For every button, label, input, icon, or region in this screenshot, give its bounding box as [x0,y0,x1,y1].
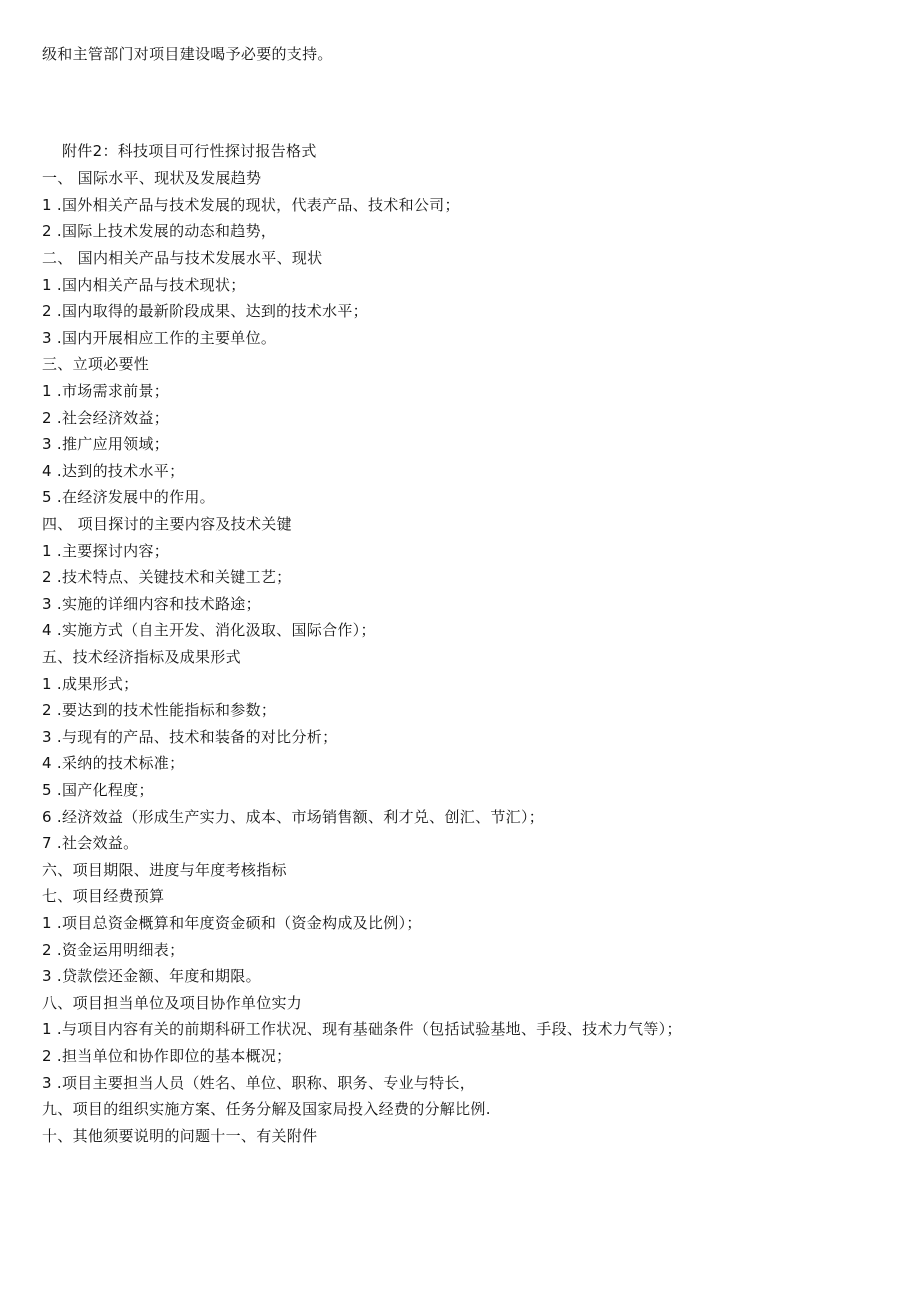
section-heading: 五、技术经济指标及成果形式 [42,648,241,666]
list-item: 2 .资金运用明细表； [42,941,185,959]
list-item: 2 .担当单位和协作即位的基本概况； [42,1047,292,1065]
list-item: 5 .在经济发展中的作用。 [42,488,215,506]
list-item: 1 .国外相关产品与技术发展的现状，代表产品、技术和公司； [42,196,460,214]
list-item: 1 .与项目内容有关的前期科研工作状况、现有基础条件（包括试验基地、手段、技术力气等）； [42,1020,682,1038]
section-heading: 一、 国际水平、现状及发展趋势 [42,169,262,187]
list-item: 3 .国内开展相应工作的主要单位。 [42,329,277,347]
list-item: 3 .贷款偿还金额、年度和期限。 [42,967,261,985]
list-item: 1 .成果形式； [42,675,139,693]
list-item: 3 .实施的详细内容和技术路途； [42,595,261,613]
intro-text: 级和主管部门对项目建设喝予必要的支持。 [42,45,333,63]
list-item: 3 .项目主要担当人员（姓名、单位、职称、职务、专业与特长， [42,1074,476,1092]
list-item: 1 .国内相关产品与技术现状； [42,276,246,294]
section-heading: 七、项目经费预算 [42,887,165,905]
list-item: 2 .国际上技术发展的动态和趋势， [42,222,277,240]
list-item: 1 .项目总资金概算和年度资金硕和（资金构成及比例）； [42,914,422,932]
list-item: 4 .采纳的技术标准； [42,754,185,772]
list-item: 2 .国内取得的最新阶段成果、达到的技术水平； [42,302,368,320]
attachment-title: 附件2：科技项目可行性探讨报告格式 [62,142,317,160]
section-heading: 四、 项目探讨的主要内容及技术关键 [42,515,292,533]
section-heading: 二、 国内相关产品与技术发展水平、现状 [42,249,323,267]
section-heading: 三、立项必要性 [42,355,150,373]
section-heading: 九、项目的组织实施方案、任务分解及国家局投入经费的分解比例. [42,1100,491,1118]
list-item: 2 .要达到的技术性能指标和参数； [42,701,277,719]
list-item: 5 .国产化程度； [42,781,154,799]
list-item: 1 .市场需求前景； [42,382,170,400]
section-heading: 十、其他须要说明的问题十一、有关附件 [42,1127,318,1145]
list-item: 7 .社会效益。 [42,834,139,852]
list-item: 4 .达到的技术水平； [42,462,185,480]
list-item: 3 .与现有的产品、技术和装备的对比分析； [42,728,338,746]
section-heading: 六、项目期限、进度与年度考核指标 [42,861,287,879]
section-heading: 八、项目担当单位及项目协作单位实力 [42,994,303,1012]
list-item: 3 .推广应用领域； [42,435,170,453]
list-item: 1 .主要探讨内容； [42,542,170,560]
list-item: 6 .经济效益（形成生产实力、成本、市场销售额、利才兑、创汇、节汇）； [42,808,545,826]
list-item: 2 .社会经济效益； [42,409,170,427]
list-item: 4 .实施方式（自主开发、消化汲取、国际合作）； [42,621,376,639]
list-item: 2 .技术特点、关键技术和关键工艺； [42,568,292,586]
